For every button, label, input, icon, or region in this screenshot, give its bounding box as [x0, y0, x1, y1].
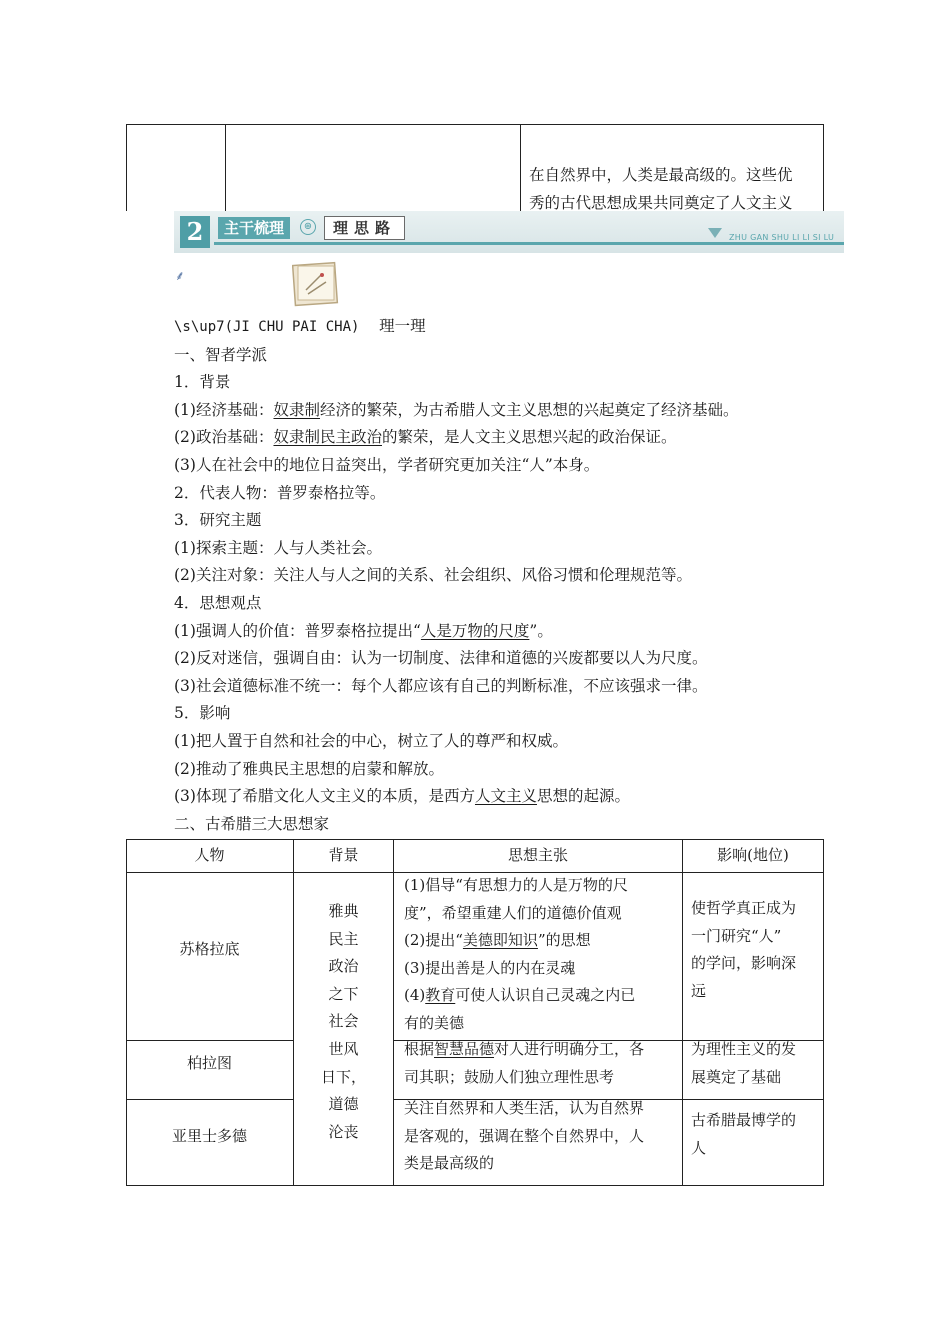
cell-line: 展奠定了基础: [691, 1067, 782, 1086]
table-border: [823, 839, 824, 1186]
cell-line: 为理性主义的发: [691, 1040, 797, 1058]
cell-line: 日下，: [320, 1067, 366, 1086]
paragraph: (2)推动了雅典民主思想的启蒙和解放。: [174, 759, 444, 778]
paragraph: (2)关注对象：关注人与人之间的关系、社会组织、风俗习惯和伦理规范等。: [174, 566, 692, 585]
banner-underline: [214, 242, 844, 245]
thinkers-table: [126, 839, 824, 1186]
table-cell: [226, 125, 521, 211]
cell-line: (1)倡导“有思想力的人是万物的尺: [404, 876, 628, 894]
cell-line: 一门研究“人”: [691, 926, 782, 945]
cell-line: 人: [691, 1138, 707, 1157]
influence-cell: [691, 1107, 821, 1162]
paragraph: (2)反对迷信，强调自由：认为一切制度、法律和道德的兴废都要以人为尺度。: [174, 649, 708, 668]
table-cell: [127, 125, 226, 211]
subheading: 3．研究主题: [174, 511, 262, 530]
text: (1)经济基础：: [174, 400, 274, 419]
table-cell-text: [529, 161, 817, 211]
subheading: 4．思想观点: [174, 593, 262, 612]
row-divider: [126, 1040, 294, 1041]
cell-line: 远: [691, 981, 707, 1000]
cell-line: 古希腊最博学的: [691, 1111, 797, 1129]
key-term: 美德即知识: [462, 931, 538, 950]
field-code: \s\up7(JI CHU PAI CHA): [174, 319, 360, 335]
ideas-cell: [404, 1036, 680, 1091]
cell-line: 雅典: [328, 902, 359, 920]
section-banner: [174, 211, 844, 253]
cell-line: 秀的古代思想成果共同奠定了人文主义: [529, 194, 793, 211]
cell-line: 司其职；鼓励人们独立理性思考: [404, 1067, 615, 1086]
ideas-cell: [404, 872, 680, 1038]
column-divider: [682, 839, 683, 1186]
subheading: 1．背景: [174, 373, 231, 392]
influence-cell: [691, 895, 821, 1005]
table-border: [126, 1185, 824, 1186]
cell-line: 政治: [328, 957, 359, 976]
basics-label: 理一理: [379, 317, 426, 335]
text: 的繁荣，是人文主义思想兴起的政治保证。: [381, 428, 677, 447]
previous-table-fragment: [126, 124, 824, 211]
text: (3)体现了希腊文化人文主义的本质，是西方: [174, 787, 475, 806]
text: ”的思想: [537, 931, 591, 950]
text: (4): [404, 986, 426, 1005]
cell-line: 关注自然界和人类生活，认为自然界: [404, 1099, 645, 1117]
header-ideas: 思想主张: [507, 846, 568, 864]
paragraph: (3)人在社会中的地位日益突出，学者研究更加关注“人”本身。: [174, 455, 600, 474]
person-name: 亚里士多德: [171, 1127, 247, 1145]
banner-subtitle: 理思路: [324, 216, 405, 240]
person-name: 柏拉图: [186, 1054, 232, 1072]
section-heading: 一、智者学派: [174, 345, 268, 364]
cell-line: 类是最高级的: [404, 1154, 495, 1173]
paragraph: [174, 424, 834, 452]
cell-line: [404, 927, 680, 955]
key-term: 人文主义: [474, 787, 537, 806]
text: ”。: [529, 621, 553, 640]
paragraph: [174, 618, 834, 646]
table-border: [126, 839, 824, 840]
cell-line: 沦丧: [328, 1122, 359, 1141]
subheading: 5．影响: [174, 704, 231, 723]
cell-line: [404, 982, 680, 1010]
key-term: 人是万物的尺度: [420, 621, 530, 640]
section-number: 2: [180, 216, 210, 248]
cell-line: (3)提出善是人的内在灵魂: [404, 958, 576, 977]
cell-line: 在自然界中，人类是最高级的。这些优: [529, 166, 793, 184]
cell-line: 社会: [328, 1012, 359, 1031]
cell-line: 的学问，影响深: [691, 954, 797, 973]
cell-line: 使哲学真正成为: [691, 899, 797, 917]
cell-line: 有的美德: [404, 1013, 465, 1032]
subheading: 2．代表人物：普罗泰格拉等。: [174, 483, 386, 502]
column-divider: [393, 839, 394, 1186]
paragraph: [174, 783, 834, 811]
text: (2)提出“: [404, 931, 463, 950]
section-heading: 二、古希腊三大思想家: [174, 814, 330, 833]
header-person: 人物: [194, 846, 225, 864]
banner-pinyin: ZHU GAN SHU LI LI SI LU: [729, 233, 835, 242]
paragraph: (3)社会道德标准不统一：每个人都应该有自己的判断标准，不应该强求一律。: [174, 676, 708, 695]
text: (2)政治基础：: [174, 428, 274, 447]
header-influence: 影响(地位): [717, 846, 789, 864]
text: 根据: [404, 1040, 435, 1058]
text: (1)强调人的价值：普罗泰格拉提出“: [174, 621, 421, 640]
ideas-cell: [404, 1095, 680, 1178]
header-background: 背景: [328, 846, 359, 864]
cell-line: 之下: [328, 984, 359, 1003]
text: 可使人认识自己灵魂之内已: [455, 986, 636, 1005]
cell-line: 世风: [328, 1039, 359, 1058]
paragraph: (1)探索主题：人与人类社会。: [174, 538, 382, 557]
cell-line: 道德: [328, 1095, 359, 1114]
paragraph: (1)把人置于自然和社会的中心，树立了人的尊严和权威。: [174, 731, 568, 750]
text: 对人进行明确分工，各: [494, 1040, 645, 1058]
study-content: [174, 313, 834, 838]
paragraph: [174, 397, 834, 425]
key-term: 奴隶制民主政治: [273, 428, 382, 447]
arrow-circle-icon: ⊛: [300, 219, 316, 235]
key-term: 教育: [425, 986, 456, 1005]
cell-line: [404, 1036, 680, 1064]
pin-icon: [708, 228, 722, 238]
cell-line: 是客观的，强调在整个自然界中，人: [404, 1126, 645, 1145]
background-cell: [294, 898, 393, 1146]
cell-line: 度”，希望重建人们的道德价值观: [404, 903, 622, 922]
key-term: 奴隶制: [273, 400, 320, 419]
person-name: 苏格拉底: [179, 940, 240, 958]
text: 经济的繁荣，为古希腊人文主义思想的兴起奠定了经济基础。: [319, 400, 739, 419]
row-divider: [126, 1099, 294, 1100]
influence-cell: [691, 1036, 821, 1091]
key-term: 智慧品德: [434, 1040, 495, 1058]
cell-line: 民主: [328, 929, 359, 948]
decorative-mark-icon: ⸙: [175, 269, 185, 284]
text: 思想的起源。: [536, 787, 630, 806]
banner-title: 主干梳理: [218, 217, 290, 239]
paper-note-icon: [292, 260, 340, 308]
basics-heading: [174, 313, 834, 342]
